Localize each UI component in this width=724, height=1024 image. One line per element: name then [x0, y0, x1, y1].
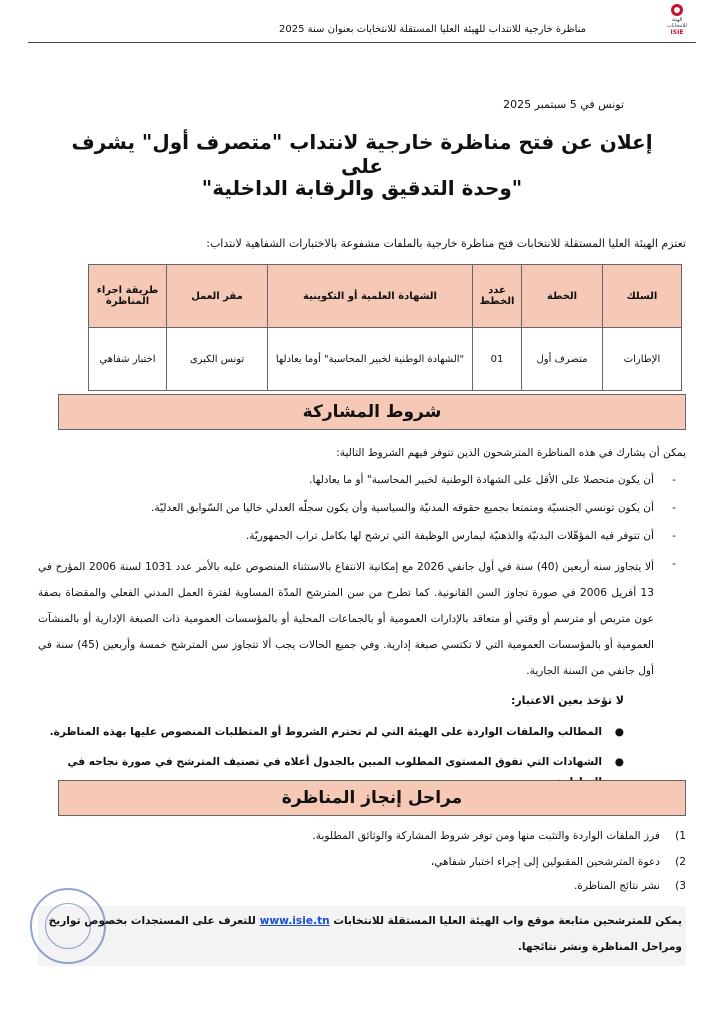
- condition-item: - أن يكون تونسي الجنسيّة ومتمتعا بجميع حقوقه المدنيّة والسياسية وأن يكون سجلّه العدلي خاليا من السّوابق العدليّة.: [38, 498, 676, 518]
- header-title: مناظرة خارجية للانتداب للهيئة العليا المستقلة للانتخابات بعنوان سنة 2025: [279, 24, 586, 35]
- title-line-2: "وحدة التدقيق والرقابة الداخلية": [201, 176, 523, 200]
- logo-line: الهيئة: [671, 17, 683, 23]
- footer-before: يمكن للمترشحين متابعة موقع واب الهيئة العليا المستقلة للانتخابات: [333, 915, 682, 927]
- condition-item: - أن يكون متحصلا على الأقل على الشهادة الوطنية لخبير المحاسبة" أو ما يعادلها.: [38, 470, 676, 490]
- condition-item: - أن تتوفر فيه المؤهّلات البدنيّة والذهنيّة ليمارس الوظيفة التي ترشح لها بكامل تراب الجمهوريّة.: [38, 526, 676, 546]
- stage-text: فرز الملفات الواردة والتثبت منها ومن توفر شروط المشاركة والوثائق المطلوبة.: [312, 830, 660, 842]
- stage-number: 2): [675, 856, 686, 868]
- exclusion-text: الشهادات التي تفوق المستوى المطلوب المبين بالجدول أعلاه في تصنيف المترشح في صورة نجاحه في: [67, 756, 602, 768]
- condition-text: أن تتوفر فيه المؤهّلات البدنيّة والذهنيّة ليمارس الوظيفة التي ترشح لها بكامل تراب الجمهوريّة.: [245, 530, 654, 542]
- table-header-row: [89, 265, 682, 328]
- header-cell-count: عدد الخطط: [473, 265, 522, 328]
- cell-position: متصرف أول: [522, 328, 603, 391]
- condition-item: - ألا يتجاوز سنه أربعين (40) سنة في أول جانفي 2026 مع إمكانية الانتفاع بالاستثناء المنصوص عليه بالأمر عدد 1031 لسنة 2006 المؤرخ في 13 أفريل 2006 في صورة تجاوز السن القانونية. كما تطرح من سن المترشح المدّة المساوية لفترة العمل المدني الفعلي والمقضاة بصفة عون متربص أو مترسم أو وقتي أو متعاقد بالإدارات العمومية أو بالجماعات المحلية أو بالمؤسسات العمومية ذات الصبغة الإدارية أو بالمنشآت العمومية أو بالمؤسسات العمومية التي لا تكتسي صبغة إدارية. وفي جميع الحالات يجب ألا تتجاوز سن المترشح خمسة وأربعين (45) سنة في أول جانفي من السنة الجارية.: [38, 554, 676, 684]
- exclusion-item: ● المطالب والملفات الواردة على الهيئة التي لم تحترم الشروط أو المتطلبات المنصوص عليها بهذه المناظرة.: [38, 722, 624, 742]
- table-row: [89, 328, 682, 391]
- exclusion-text: المطالب والملفات الواردة على الهيئة التي لم تحترم الشروط أو المتطلبات المنصوص عليها بهذه المناظرة.: [49, 726, 602, 738]
- intro-text: تعتزم الهيئة العليا المستقلة للانتخابات فتح مناظرة خارجية بالملفات مشفوعة بالاختبارات الشفاهية لانتداب:: [206, 237, 686, 250]
- header-cell-location: مقر العمل: [167, 265, 268, 328]
- footer-after: للتعرف على المستجدات بخصوص تواريخ: [48, 915, 256, 927]
- posts-table: [88, 264, 682, 391]
- official-seal-icon: [30, 888, 106, 964]
- section-stages-title: مراحل إنجاز المناظرة: [58, 780, 686, 816]
- footer-line2: ومراحل المناظرة ونشر نتائجها.: [517, 941, 682, 953]
- stage-item: [38, 852, 686, 872]
- document-date: تونس في 5 سبتمبر 2025: [503, 98, 624, 111]
- cell-corps: الإطارات: [603, 328, 682, 391]
- stage-item: [38, 826, 686, 846]
- header-cell-corps: السلك: [603, 265, 682, 328]
- stage-number: 3): [675, 880, 686, 892]
- condition-text: ألا يتجاوز سنه أربعين (40) سنة في أول جانفي 2026 مع إمكانية الانتفاع بالاستثناء المنصوص عليه بالأمر عدد 1031 لسنة 2006 المؤرخ في 13 أفريل 2006 في صورة تجاوز السن القانونية. كما تطرح من سن المترشح المدّة المساوية لفترة العمل المدني الفعلي والمقضاة بصفة عون متربص أو مترسم أو وقتي أو متعاقد بالإدارات العمومية أو بالجماعات المحلية أو بالمؤسسات العمومية ذات الصبغة الإدارية أو بالمنشآت العمومية أو بالمؤسسات العمومية التي لا تكتسي صبغة إدارية. وفي جميع الحالات يجب ألا تتجاوز سن المترشح خمسة وأربعين (45) سنة في أول جانفي من السنة الجارية.: [38, 561, 654, 677]
- exclusion-title: لا تؤخذ بعين الاعتبار:: [510, 694, 624, 707]
- stage-number: 1): [675, 830, 686, 842]
- isie-logo-icon: [662, 4, 692, 34]
- stage-text: نشر نتائج المناظرة.: [573, 880, 660, 892]
- condition-text: أن يكون متحصلا على الأقل على الشهادة الوطنية لخبير المحاسبة" أو ما يعادلها.: [309, 474, 654, 486]
- cell-method: اختبار شفاهي: [89, 328, 167, 391]
- logo-line: للانتخابات: [667, 23, 687, 29]
- header-cell-degree: الشهادة العلمية أو التكوينية: [268, 265, 473, 328]
- participation-lead: يمكن أن يشارك في هذه المناظرة المترشحون الذين تتوفر فيهم الشروط التالية:: [336, 447, 686, 459]
- logo-label: ISIE: [670, 29, 684, 36]
- exclusion-item: ● الشهادات التي تفوق المستوى المطلوب المبين بالجدول أعلاه في تصنيف المترشح في صورة نجاحه في: [38, 752, 624, 792]
- footer-note: [38, 906, 686, 966]
- isie-website-link[interactable]: www.isie.tn: [259, 915, 330, 927]
- stage-item: [38, 876, 686, 896]
- cell-location: تونس الكبرى: [167, 328, 268, 391]
- cell-count: 01: [473, 328, 522, 391]
- header-cell-method: طريقة اجراء المناظرة: [89, 265, 167, 328]
- cell-degree: "الشهادة الوطنية لخبير المحاسبة" أوما يعادلها: [268, 328, 473, 391]
- section-participation-title: شروط المشاركة: [58, 394, 686, 430]
- stage-text: دعوة المترشحين المقبولين إلى إجراء اختبار شفاهي،: [430, 856, 660, 868]
- header-cell-position: الخطة: [522, 265, 603, 328]
- condition-text: أن يكون تونسي الجنسيّة ومتمتعا بجميع حقوقه المدنيّة والسياسية وأن يكون سجلّه العدلي خاليا من السّوابق العدليّة.: [151, 502, 654, 514]
- title-line-1: إعلان عن فتح مناظرة خارجية لانتداب "متصرف أول" يشرف على: [71, 130, 653, 178]
- page-header: [28, 0, 696, 43]
